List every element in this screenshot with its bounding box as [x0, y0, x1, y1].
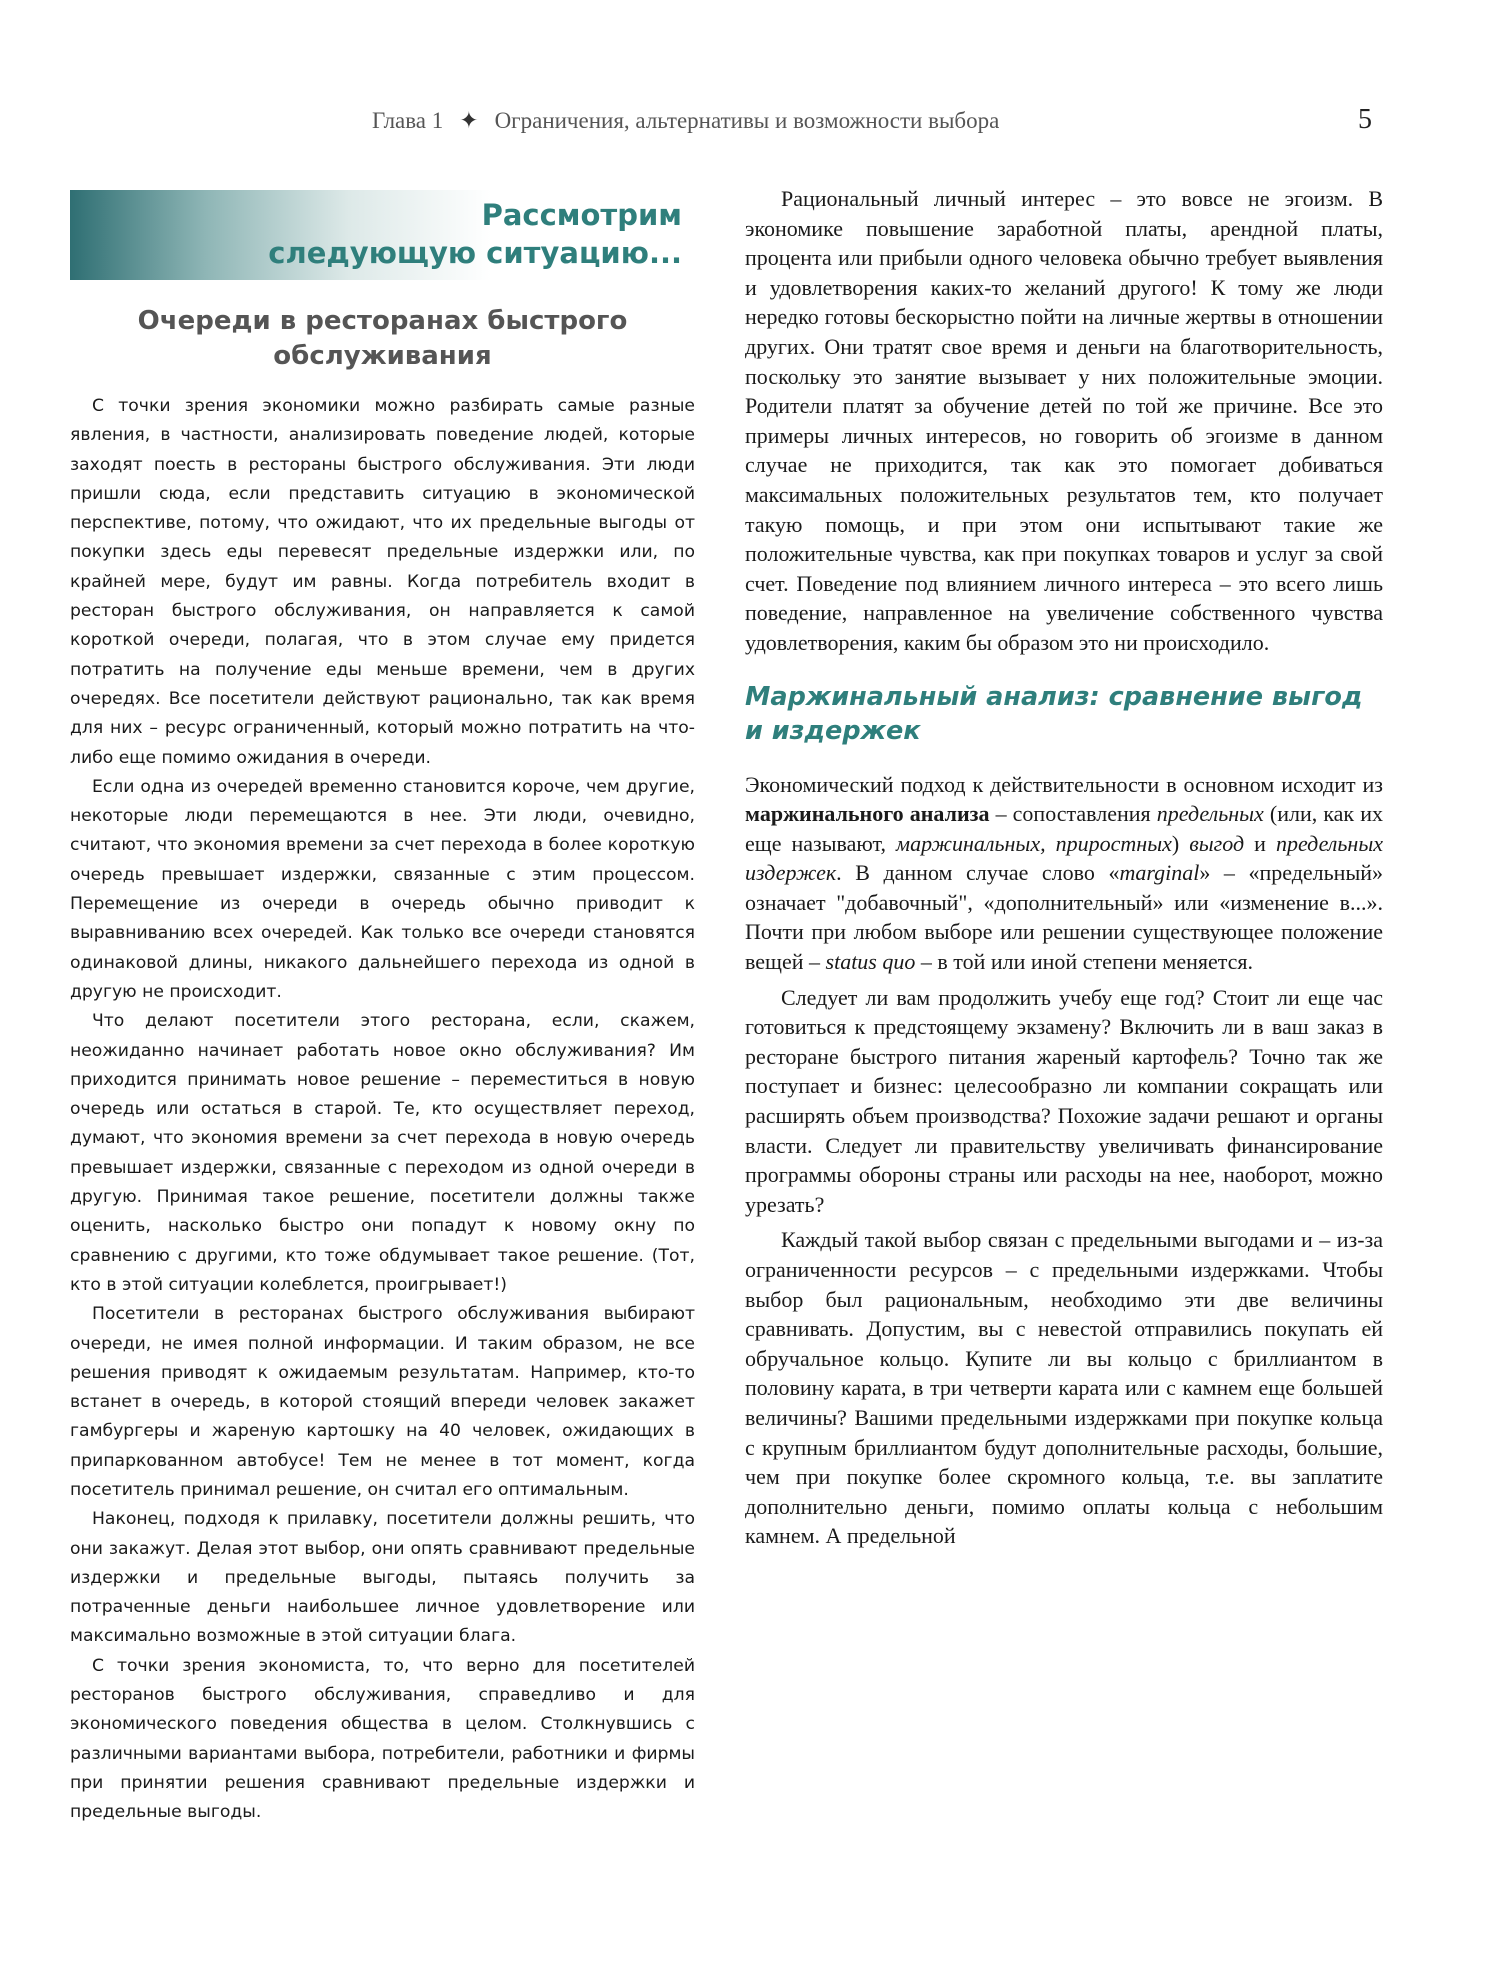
- feature-paragraph: Наконец, подходя к прилавку, посетители должны решить, что они закажут. Делая этот выбор, они опять сравнивают предельные издержки и предельные выгоды, пытаясь получить за потраченные деньги наибольшее личное удовлетворение или максимально возможные в этой ситуации блага.: [70, 1509, 695, 1647]
- text-run: » – «предельный» означает "добавочный", «дополнительный» или «изменение в...». Почти при любом выборе или решении существующее положение вещей –: [745, 860, 1384, 975]
- body-paragraph: Следует ли вам продолжить учебу еще год? Стоит ли еще час готовиться к предстоящему экзамену? Включить ли в ваш заказ в ресторане быстрого питания жареный картофель? Точно так же поступает и бизнес: целесообразно ли компании сокращать или расширять объем производства? Похожие задачи решают и органы власти. Следует ли правительству увеличивать финансирование программы обороны страны или расходы на нее, наоборот, можно урезать?: [745, 984, 1383, 1217]
- italic-term: маржинальных, приростных: [896, 830, 1172, 856]
- section-title: Ограничения, альтернативы и возможности выбора: [494, 108, 1000, 133]
- banner-title: [268, 196, 682, 272]
- banner-line-2: следующую ситуацию...: [268, 236, 682, 270]
- italic-term: marginal: [1119, 860, 1200, 886]
- feature-banner: [70, 190, 690, 280]
- text-run: ): [1171, 830, 1190, 856]
- feature-paragraph: Посетители в ресторанах быстрого обслуживания выбирают очереди, не имея полной информации. И таким образом, не все решения приводят к ожидаемым результатам. Например, кто-то встанет в очередь, в которой стоящий впереди человек закажет гамбургеры и жареную картошку на 40 человек, ожидающих в припаркованном автобусе! Тем не менее в тот момент, когда посетитель принимал решение, он считал его оптимальным.: [70, 1304, 695, 1500]
- text-run: – в той или иной степени меняется.: [915, 949, 1254, 975]
- feature-paragraph: Что делают посетители этого ресторана, если, скажем, неожиданно начинает работать новое окно обслуживания? Им приходится принимать новое решение – переместиться в новую очередь или остаться в старой. Те, кто осуществляет переход, думают, что экономия времени за счет перехода в новую очередь превышает издержки, связанные с переходом из одной очереди в другую. Принимая такое решение, посетители должны также оценить, насколько быстро они попадут к новому окну по сравнению с другими, кто тоже обдумывает такое решение. (Тот, кто в этой ситуации колеблется, проигрывает!): [70, 1011, 695, 1295]
- chapter-label: Глава 1: [372, 108, 444, 133]
- separator-star-icon: ✦: [459, 108, 479, 133]
- text-run: . В данном случае слово «: [836, 860, 1120, 886]
- feature-title: Очереди в ресторанах быстрого обслуживания: [137, 306, 628, 371]
- text-run: Экономический подход к действительности в основном исходит из: [745, 771, 1383, 797]
- body-paragraph: Рациональный личный интерес – это вовсе не эгоизм. В экономике повышение заработной платы, арендной платы, процента или прибыли одного человека обычно требует выявления и удовлетворения каких-то желаний другого! К тому же люди нередко готовы бескорыстно пойти на личные жертвы в отношении других. Они тратят свое время и деньги на благотворительность, поскольку это занятие вызывает у них положительные эмоции. Родители платят за обучение детей по той же причине. Все это примеры личных интересов, но говорить об эгоизме в данном случае не приходится, так как это помогает добиваться максимальных положительных результатов тем, кто получает такую помощь, и при этом они испытывают такие же положительные чувства, как при покупках товаров и услуг за свой счет. Поведение под влиянием личного интереса – это всего лишь поведение, направленное на увеличение собственного чувства удовлетворения, каким бы образом это ни происходило.: [745, 186, 1383, 655]
- italic-term: выгод: [1189, 830, 1245, 856]
- body-paragraph: [745, 770, 1383, 977]
- feature-paragraph: С точки зрения экономики можно разбирать самые разные явления, в частности, анализировать поведение людей, которые заходят поесть в рестораны быстрого обслуживания. Эти люди пришли сюда, если представить ситуацию в экономической перспективе, потому, что ожидают, что их предельные выгоды от покупки здесь еды перевесят предельные издержки или, по крайней мере, будут им равны. Когда потребитель входит в ресторан быстрого обслуживания, он направляется к самой короткой очереди, полагая, что в этом случае ему придется потратить на получение еды меньше времени, чем в других очередях. Все посетители действуют рационально, так как время для них – ресурс ограниченный, который можно потратить на что-либо еще помимо ожидания в очереди.: [70, 396, 695, 768]
- text-run: – сопоставления: [989, 801, 1157, 827]
- running-header: [0, 104, 1498, 148]
- text-run: и: [1244, 830, 1276, 856]
- feature-box: [70, 190, 695, 1828]
- main-column: [745, 184, 1383, 1551]
- body-paragraph: Каждый такой выбор связан с предельными выгодами и – из-за ограниченности ресурсов – с предельными издержками. Чтобы выбор был рациональным, необходимо эти две величины сравнивать. Допустим, вы с невестой отправились покупать ей обручальное кольцо. Купите ли вы кольцо с бриллиантом в половину карата, в три четверти карата или с камнем еще большей величины? Вашими предельными издержками при покупке кольца с крупным бриллиантом будут дополнительные расходы, большие, чем при покупке более скромного кольца, т.е. вы заплатите дополнительно деньги, помимо оплаты кольца с небольшим камнем. А предельной: [745, 1227, 1383, 1549]
- italic-term: предельных издержек: [745, 830, 1383, 886]
- page-number: 5: [1358, 104, 1372, 135]
- feature-paragraph: Если одна из очередей временно становится короче, чем другие, некоторые люди перемещаются в нее. Эти люди, очевидно, считают, что экономия времени за счет перехода в более короткую очередь превышает издержки, связанные с этим процессом. Перемещение из очереди в очередь обычно приводит к выравниванию всех очередей. Как только все очереди становятся одинаковой длины, никакого дальнейшего перехода из одной в другую не происходит.: [70, 776, 695, 1002]
- banner-line-1: Рассмотрим: [481, 198, 682, 232]
- feature-paragraph: С точки зрения экономиста, то, что верно для посетителей ресторанов быстрого обслуживания, справедливо и для экономического поведения общества в целом. Столкнувшись с различными вариантами выбора, потребители, работники и фирмы при принятии решения сравнивают предельные издержки и предельные выгоды.: [70, 1655, 695, 1823]
- italic-term: предельных: [1156, 801, 1264, 827]
- text-run: (или, как их еще называют,: [745, 801, 1383, 856]
- italic-term: status quo: [825, 949, 916, 975]
- section-heading: Маржинальный анализ: сравнение выгод и издержек: [745, 681, 1363, 746]
- key-term: маржинального анализа: [745, 801, 990, 827]
- running-title: [372, 108, 999, 134]
